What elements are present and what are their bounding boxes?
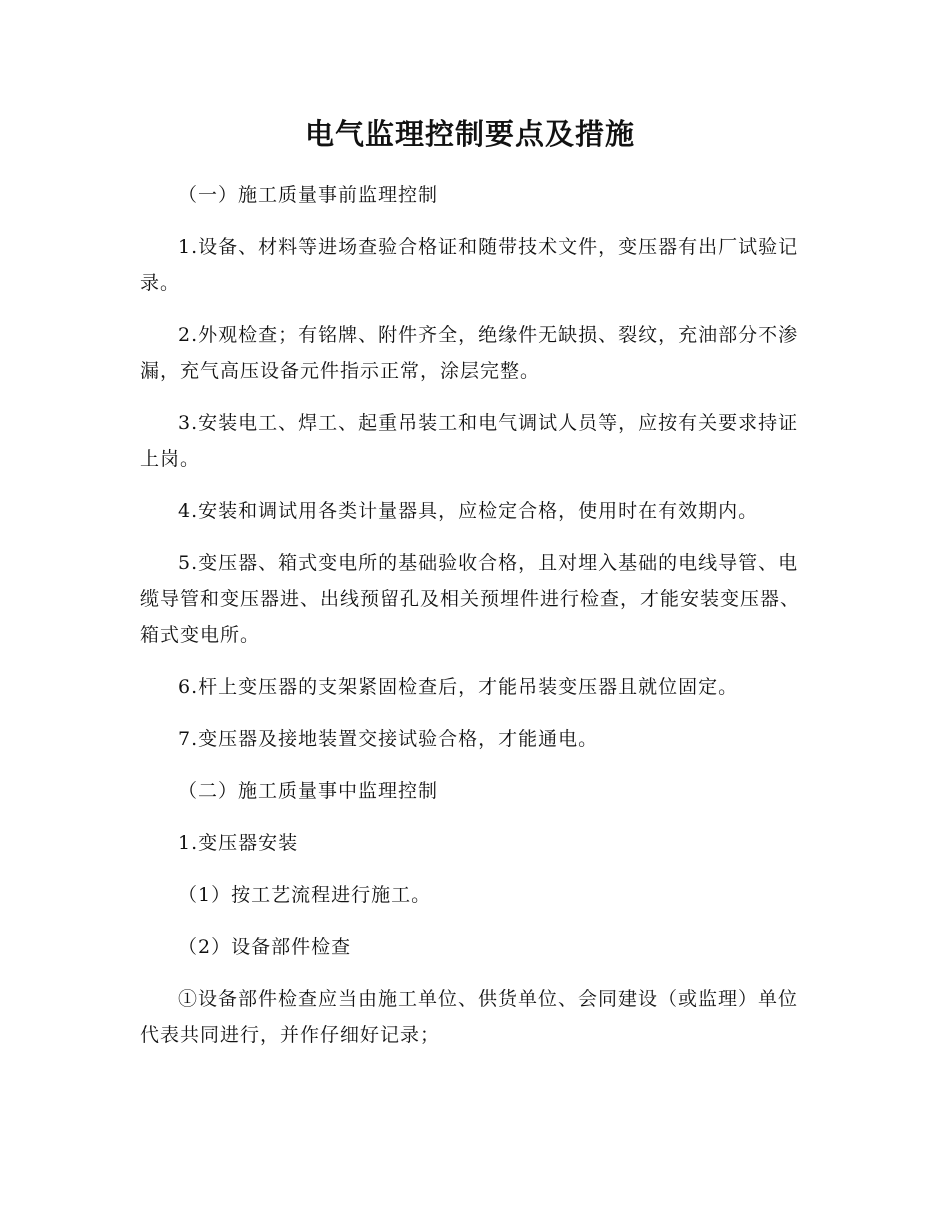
paragraph-item-4: 4.安装和调试用各类计量器具，应检定合格，使用时在有效期内。 (178, 500, 759, 522)
section-heading-pre-control: （一）施工质量事前监理控制 (178, 184, 439, 206)
section-heading-in-process-control: （二）施工质量事中监理控制 (178, 780, 439, 802)
paragraph-item-7: 7.变压器及接地装置交接试验合格，才能通电。 (178, 728, 599, 750)
paragraph-item-5: 5.变压器、箱式变电所的基础验收合格，且对埋入基础的电线导管、电缆导管和变压器进、出线预留孔及相关预埋件进行检查，才能安装变压器、箱式变电所。 (140, 552, 801, 646)
paragraph-equipment-check-detail: ①设备部件检查应当由施工单位、供货单位、会同建设（或监理）单位代表共同进行，并作仔细好记录； (140, 988, 799, 1046)
subsection-heading-transformer-install: 1.变压器安装 (178, 832, 299, 854)
list-item-process-flow: （1）按工艺流程进行施工。 (178, 884, 432, 906)
paragraph-item-2: 2.外观检查；有铭牌、附件齐全，绝缘件无缺损、裂纹，充油部分不渗漏，充气高压设备元件指示正常，涂层完整。 (140, 324, 799, 382)
document-page (140, 110, 800, 1069)
paragraph-item-6: 6.杆上变压器的支架紧固检查后，才能吊装变压器且就位固定。 (178, 676, 739, 698)
list-item-equipment-check: （2）设备部件检查 (178, 936, 352, 958)
document-title: 电气监理控制要点及措施 (304, 117, 635, 151)
paragraph-item-1: 1.设备、材料等进场查验合格证和随带技术文件，变压器有出厂试验记录。 (140, 236, 799, 294)
paragraph-item-3: 3.安装电工、焊工、起重吊装工和电气调试人员等，应按有关要求持证上岗。 (140, 412, 799, 470)
